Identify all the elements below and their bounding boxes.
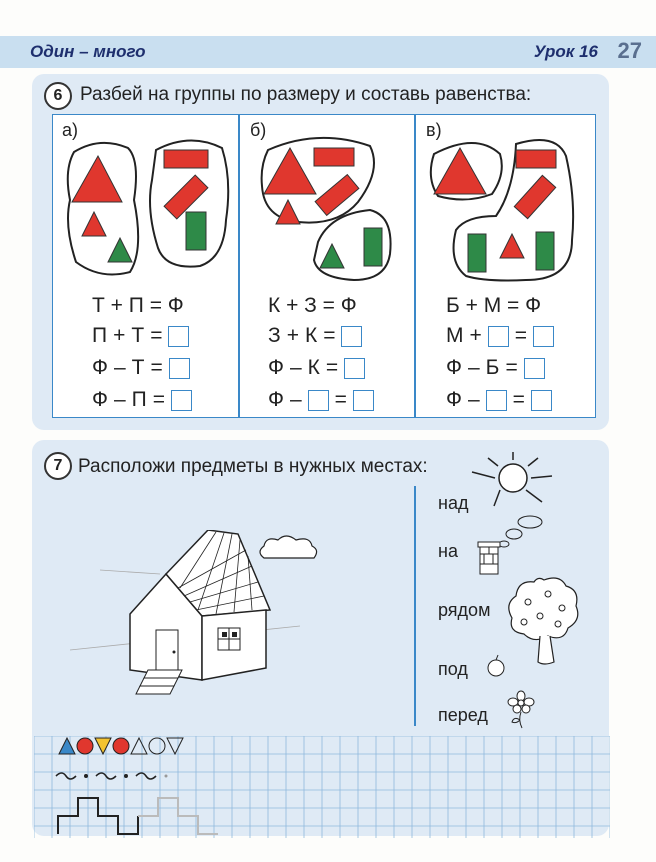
big-green-rect [468,234,486,272]
big-red-rect [164,150,208,168]
house-illustration [70,530,320,700]
equation-c1: Б + М = Ф [446,294,542,317]
answer-box[interactable] [486,390,507,411]
answer-box[interactable] [171,390,192,411]
equation-a4: Ф – П = [92,388,192,412]
equation-a1: Т + П = Ф [92,294,184,317]
blue-triangle [59,738,75,754]
red-circle [113,738,129,754]
equation-b3: Ф – К = [268,356,365,380]
small-red-triangle [500,234,524,258]
task7-divider [414,486,416,726]
word-next-to: рядом [438,600,491,620]
task7-text: Расположи предметы в нужных местах: [78,456,428,477]
triangle-down-outline [167,738,183,754]
big-red-rect-rotated [514,175,555,218]
big-red-rect-rotated [315,175,359,216]
section-c-label: в) [426,120,442,140]
small-red-triangle [276,200,300,224]
shape-pattern [58,736,218,756]
answer-box[interactable] [531,390,552,411]
equation-a2: П + Т = [92,324,189,348]
step-pattern [56,794,226,838]
answer-box[interactable] [344,358,365,379]
section-a-label: а) [62,120,79,140]
equation-b2: З + К = [268,324,362,348]
divider [238,114,240,418]
answer-box[interactable] [524,358,545,379]
big-red-rect [516,150,556,168]
big-red-rect [314,148,354,166]
small-green-triangle [320,244,344,268]
equation-c4: Ф – = [446,388,552,412]
big-red-triangle [72,156,122,202]
answer-box[interactable] [341,326,362,347]
chapter-title: Один – много [30,42,146,61]
sun-icon [468,450,558,510]
triangle-outline [131,738,147,754]
page-number: 27 [617,38,642,63]
answer-box[interactable] [533,326,554,347]
word-above: над [438,493,469,513]
word-on: на [438,541,458,561]
big-green-rect [186,212,206,250]
big-green-rect [364,228,382,266]
divider [414,114,416,418]
red-circle [77,738,93,754]
page-header [0,36,656,68]
equation-c3: Ф – Б = [446,356,545,380]
shapes-b [258,130,408,290]
lesson-label: Урок 16 [533,42,598,61]
tree-icon [504,572,584,672]
answer-box[interactable] [488,326,509,347]
circle-outline [149,738,165,754]
wave-pattern [54,766,174,786]
big-red-triangle [434,148,486,194]
equation-b1: К + З = Ф [268,294,357,317]
equation-a3: Ф – Т = [92,356,190,380]
apple-icon [484,654,508,678]
equation-c2: М + = [446,324,554,348]
task6-text: Разбей на группы по размеру и составь равенства: [80,84,532,105]
big-red-triangle [264,148,316,194]
answer-box[interactable] [169,358,190,379]
answer-box[interactable] [168,326,189,347]
shapes-c [426,130,586,290]
task7-number: 7 [44,452,72,480]
word-under: под [438,659,468,679]
task6-number: 6 [44,82,72,110]
answer-box[interactable] [308,390,329,411]
word-in-front: перед [438,705,488,725]
section-b-label: б) [250,120,267,140]
chimney-icon [474,512,550,576]
shapes-a [60,130,238,290]
answer-box[interactable] [353,390,374,411]
yellow-triangle-down [95,738,111,754]
small-green-triangle [108,238,132,262]
equation-b4: Ф – = [268,388,374,412]
small-red-triangle [82,212,106,236]
big-green-rect [536,232,554,270]
flower-icon [506,690,536,730]
